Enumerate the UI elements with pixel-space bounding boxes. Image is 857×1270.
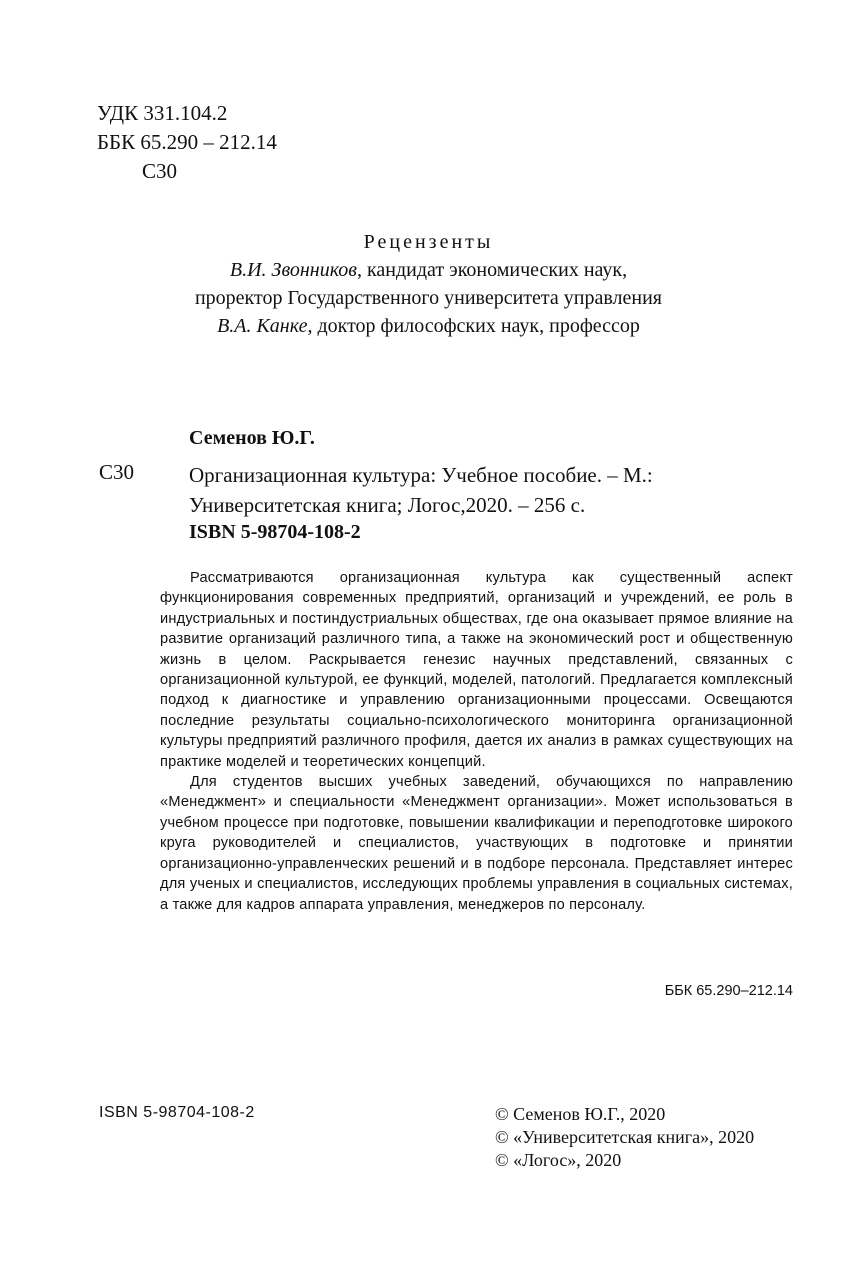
reviewers-heading: Рецензенты bbox=[363, 231, 494, 253]
reviewer-2 bbox=[0, 312, 857, 340]
copyright-publisher-1: © «Университетская книга», 2020 bbox=[495, 1127, 755, 1147]
footer-isbn: ISBN 5-98704-108-2 bbox=[99, 1104, 255, 1121]
copyright-publisher-2: © «Логос», 2020 bbox=[495, 1150, 622, 1170]
reviewer-2-name: В.А. Канке bbox=[217, 315, 308, 337]
bbk-code: ББК 65.290 – 212.14 bbox=[97, 130, 277, 154]
reviewer-2-title: , доктор философских наук, профессор bbox=[307, 315, 640, 337]
reviewer-1 bbox=[0, 256, 857, 284]
abstract-paragraph-2: Для студентов высших учебных заведений, обучающихся по направлению «Менеджмент» и специальности «Менеджмент организации». Может использоваться в учебном процессе при подготовке, повышении квалификации и переподготовке широкого круга руководителей и специалистов, участвующих в подготовке и принятии организационно-управленческих решений и в подборе персонала. Представляет интерес для ученых и специалистов, исследующих проблемы управления в социальных системах, а также для кадров аппарата управления, менеджеров по персоналу. bbox=[160, 774, 793, 913]
abstract-paragraph-1: Рассматриваются организационная культура как существенный аспект функционирования современных предприятий, организаций и учреждений, ее роль в индустриальных и постиндустриальных обществах, где она оказывает прямое влияние на развитие организаций различного типа, а также на экономический рост и общественную жизнь в целом. Раскрывается генезис научных представлений, связанных с организационной культурой, ее функций, моделей, патологий. Предлагается комплексный подход к диагностике и управлению организационными процессами. Освещаются последние результаты социально-психологического мониторинга организационной культуры предприятий различного профиля, дается их анализ в рамках существующих на практике моделей и теоретических концепций. bbox=[160, 570, 793, 770]
author-sign: С30 bbox=[142, 159, 178, 183]
bib-description: Организационная культура: Учебное пособие. – М.: Университетская книга; Логос,2020. – 256 с. bbox=[189, 463, 653, 517]
reviewers-block bbox=[0, 228, 857, 340]
isbn-bold: ISBN 5-98704-108-2 bbox=[189, 521, 361, 543]
copyright-block bbox=[495, 1103, 754, 1172]
udk-code: УДК 331.104.2 bbox=[97, 101, 228, 125]
reviewer-1-title: , кандидат экономических наук, bbox=[356, 259, 628, 281]
copyright-author: © Семенов Ю.Г., 2020 bbox=[495, 1104, 666, 1124]
classification-block bbox=[97, 99, 277, 186]
reviewer-1-name: В.И. Звонников bbox=[229, 259, 357, 281]
abstract bbox=[160, 568, 793, 915]
bib-code: С30 bbox=[99, 460, 135, 484]
author-name: Семенов Ю.Г. bbox=[189, 427, 315, 449]
abstract-bbk: ББК 65.290–212.14 bbox=[664, 983, 793, 999]
reviewer-1-position: проректор Государственного университета управления bbox=[194, 287, 663, 309]
